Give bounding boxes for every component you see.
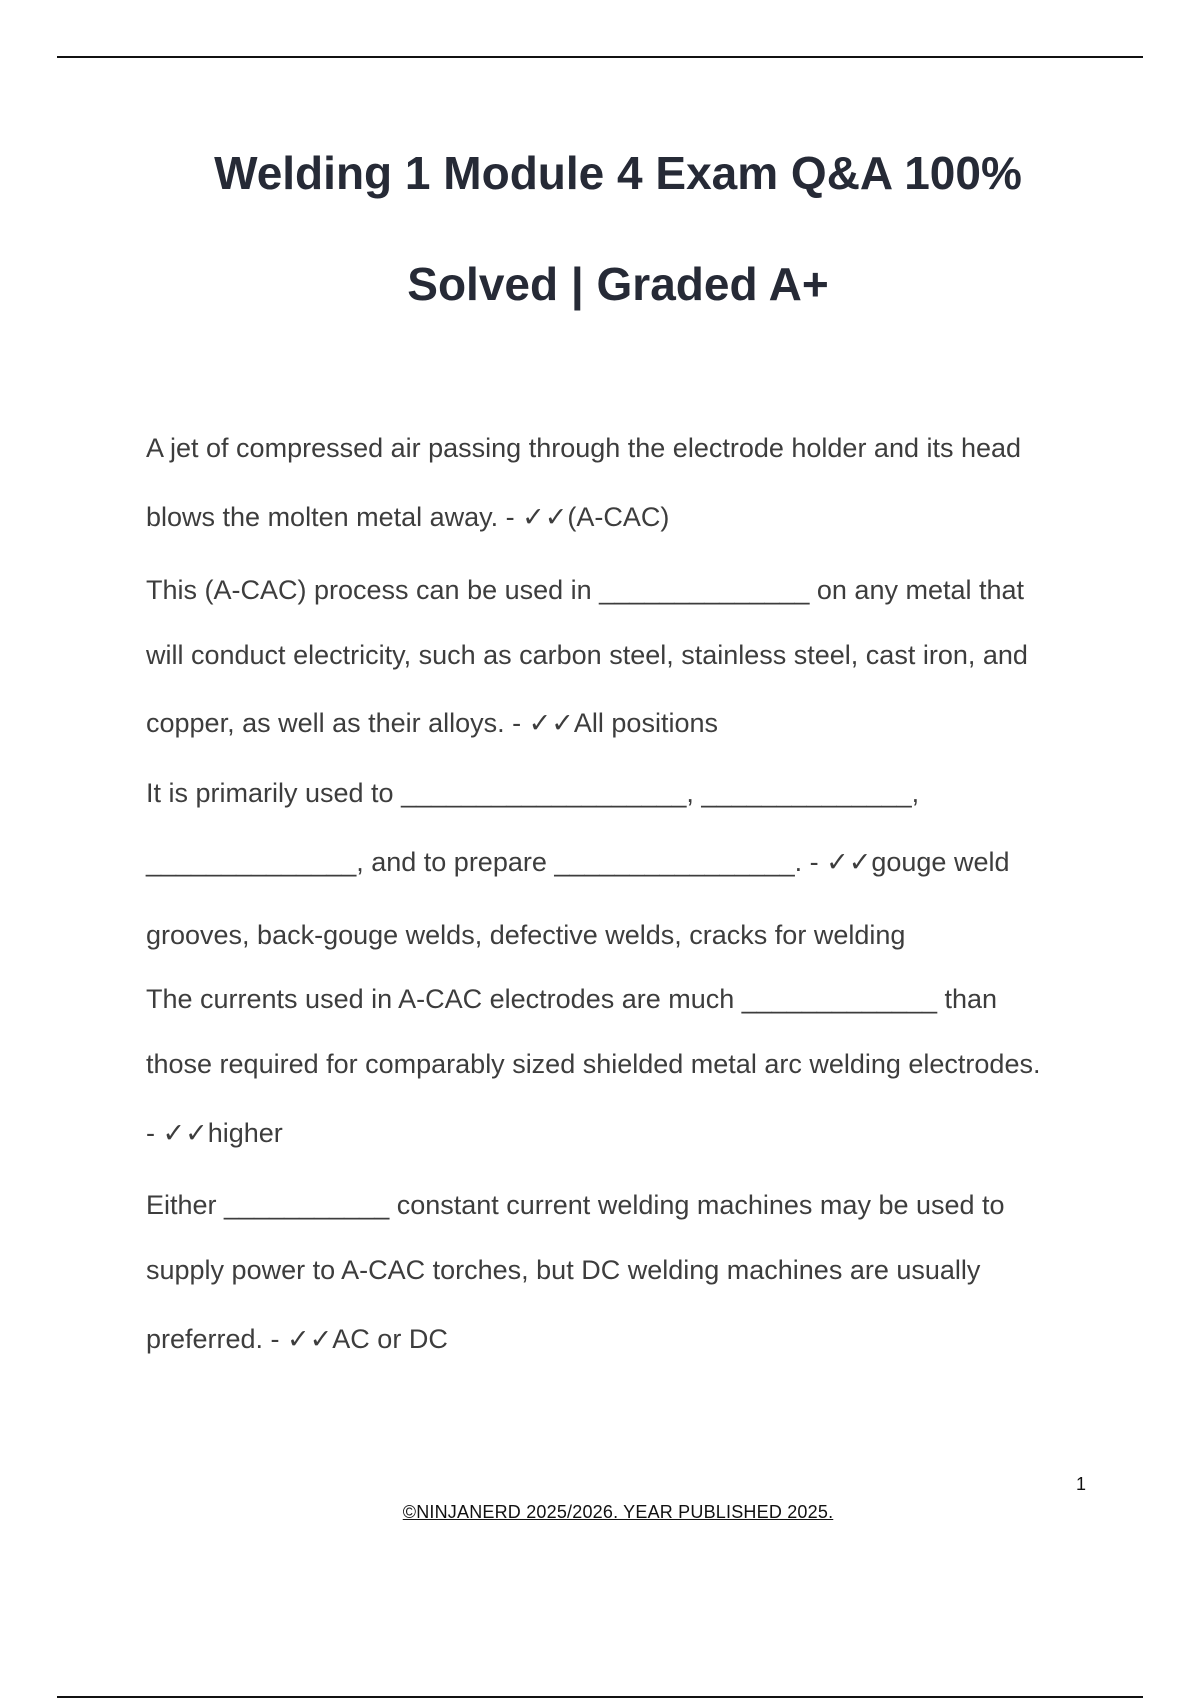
text-line: copper, as well as their alloys. - ✓✓All positions: [146, 708, 718, 738]
text-line: A jet of compressed air passing through the electrode holder and its head: [146, 433, 1022, 463]
text-line: ______________, and to prepare ________________. - ✓✓gouge weld: [146, 847, 1010, 877]
document-title-line-2: Solved | Graded A+: [407, 258, 829, 310]
text-line: The currents used in A-CAC electrodes are much _____________ than: [146, 984, 998, 1014]
text-line: It is primarily used to ___________________, ______________,: [146, 778, 920, 808]
text-line: will conduct electricity, such as carbon steel, stainless steel, cast iron, and: [146, 640, 1028, 670]
text-line: - ✓✓higher: [146, 1118, 283, 1148]
text-line: Either ___________ constant current welding machines may be used to: [146, 1190, 1005, 1220]
text-line: preferred. - ✓✓AC or DC: [146, 1324, 448, 1354]
text-line: grooves, back-gouge welds, defective welds, cracks for welding: [146, 920, 906, 950]
page-number: 1: [1076, 1474, 1087, 1494]
top-rule: [57, 56, 1143, 58]
text-line: those required for comparably sized shielded metal arc welding electrodes.: [146, 1049, 1041, 1079]
text-line: blows the molten metal away. - ✓✓(A-CAC): [146, 502, 670, 532]
copyright-footer: ©NINJANERD 2025/2026. YEAR PUBLISHED 2025.: [402, 1502, 834, 1522]
text-line: supply power to A-CAC torches, but DC welding machines are usually: [146, 1255, 981, 1285]
document-title-line-1: Welding 1 Module 4 Exam Q&A 100%: [214, 147, 1022, 199]
text-line: This (A-CAC) process can be used in ______________ on any metal that: [146, 575, 1025, 605]
bottom-rule: [57, 1696, 1143, 1698]
